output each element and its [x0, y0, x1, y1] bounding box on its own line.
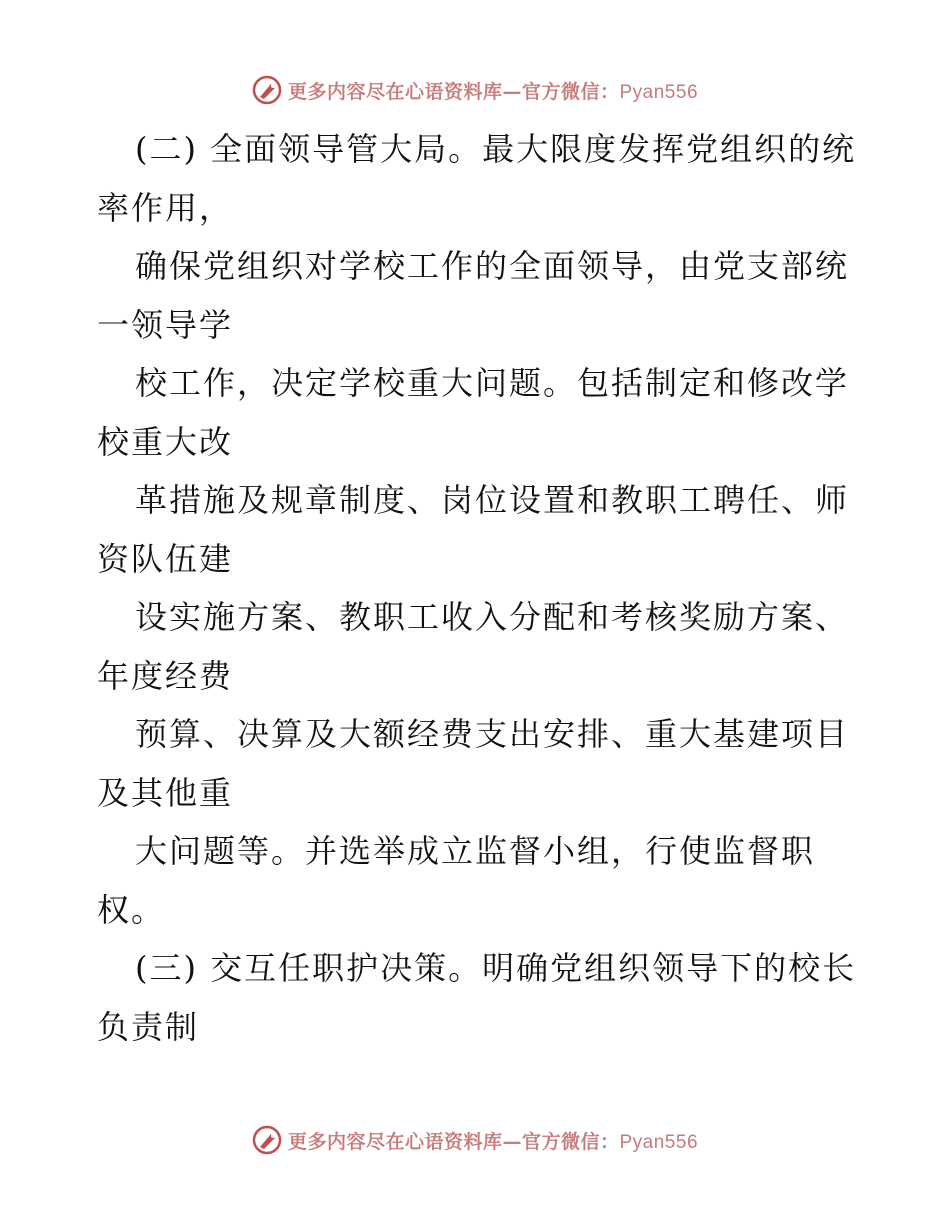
- text-line: 一领导学: [97, 305, 234, 344]
- watermark-text: 更多内容尽在心语资料库—官方微信：Pyan556: [287, 80, 699, 103]
- pen-nib-logo-icon: [252, 75, 282, 105]
- watermark-text: 更多内容尽在心语资料库—官方微信：Pyan556: [287, 1130, 699, 1153]
- text-line: 校重大改: [97, 422, 234, 461]
- header-watermark: [0, 70, 950, 110]
- text-line: 大问题等。并选举成立监督小组，行使监督职: [135, 832, 816, 870]
- text-line: (二) 全面领导管大局。最大限度发挥党组织的统: [135, 130, 857, 168]
- text-line: 负责制: [97, 1007, 200, 1046]
- text-line: 革措施及规章制度、岗位设置和教职工聘任、师: [135, 481, 850, 519]
- text-line: 预算、决算及大额经费支出安排、重大基建项目: [135, 715, 850, 753]
- footer-watermark: [0, 1120, 950, 1160]
- text-line: 权。: [97, 890, 166, 929]
- text-line: 率作用，: [97, 188, 234, 227]
- text-line: 校工作，决定学校重大问题。包括制定和修改学: [135, 364, 850, 402]
- text-line: 资队伍建: [97, 539, 234, 578]
- text-line: (三) 交互任职护决策。明确党组织领导下的校长: [135, 949, 857, 987]
- pen-nib-logo-icon: [252, 1125, 282, 1155]
- text-line: 设实施方案、教职工收入分配和考核奖励方案、: [135, 598, 850, 636]
- text-line: 确保党组织对学校工作的全面领导，由党支部统: [135, 247, 850, 285]
- document-body: [97, 120, 857, 1056]
- text-line: 年度经费: [97, 656, 234, 695]
- text-line: 及其他重: [97, 773, 234, 812]
